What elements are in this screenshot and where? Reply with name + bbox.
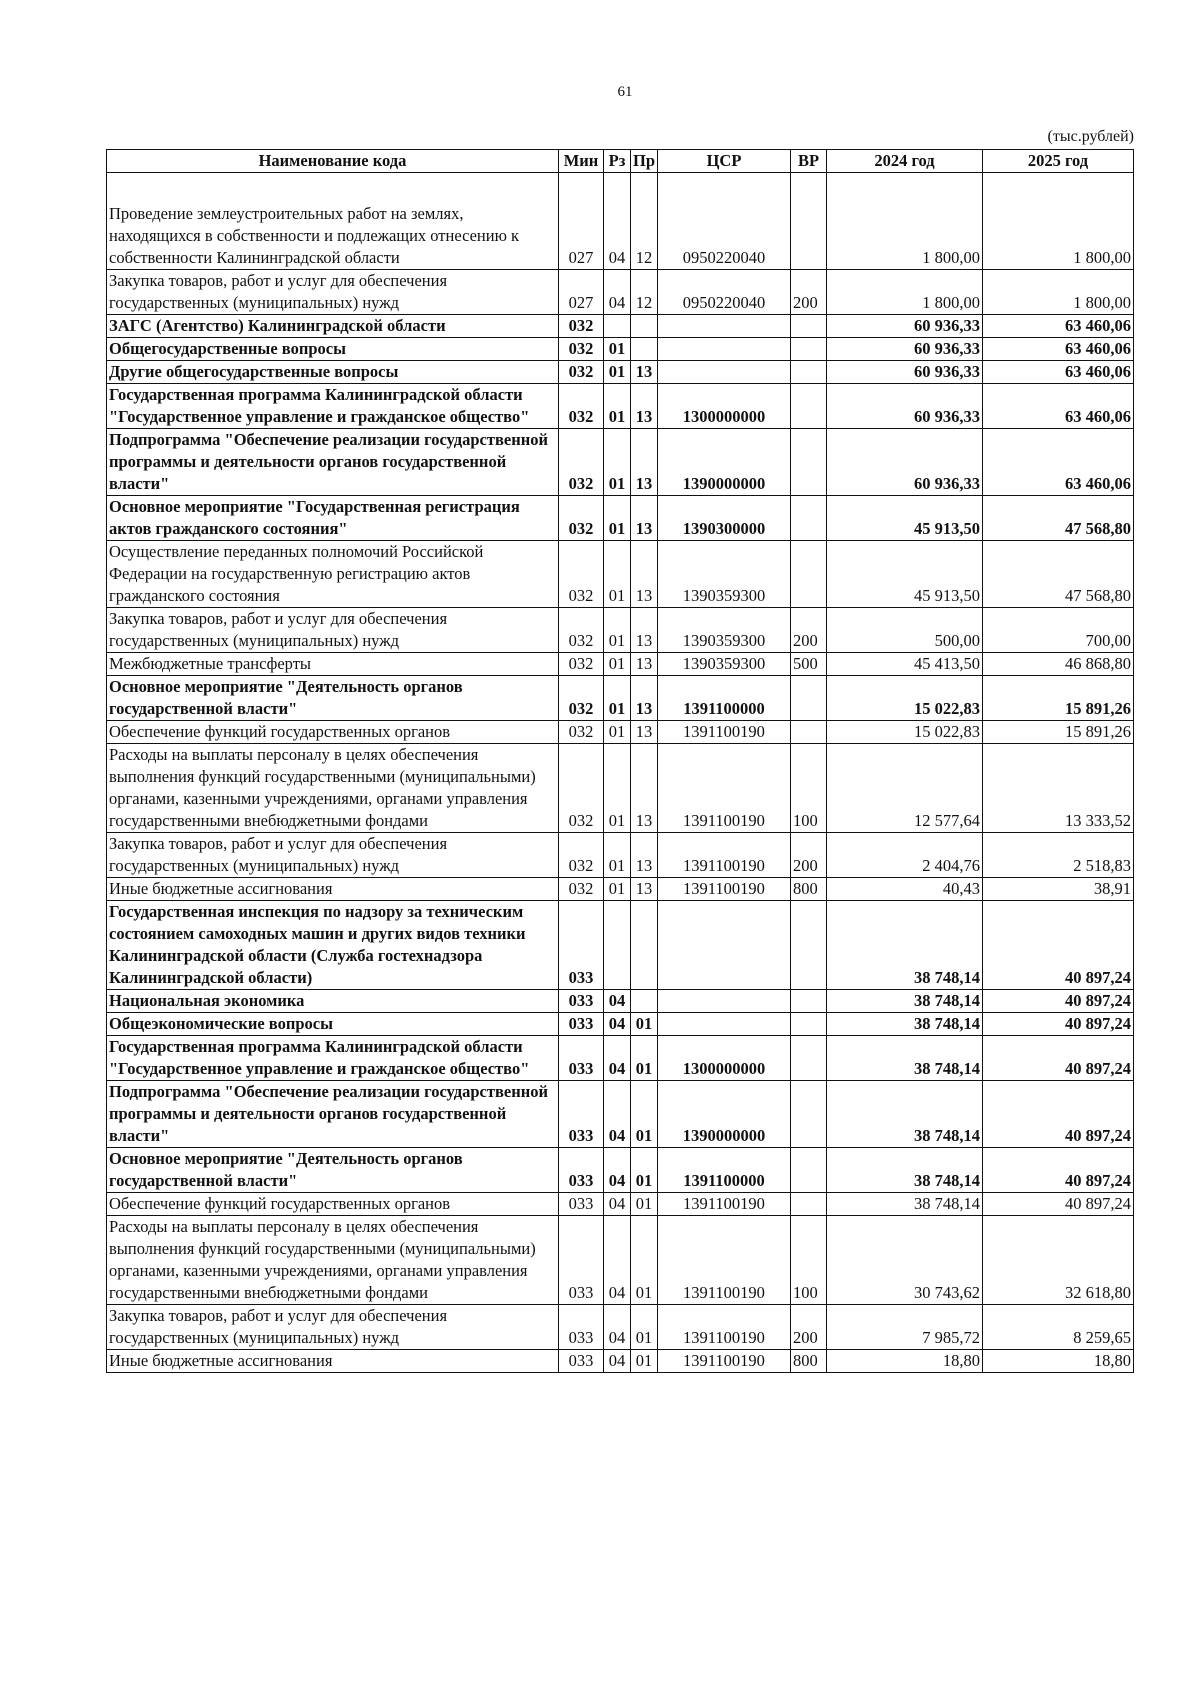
row-amount-2024: 60 936,33: [827, 338, 983, 361]
row-csr: [658, 361, 791, 384]
row-rz: 04: [604, 1036, 631, 1081]
row-pr: [631, 315, 658, 338]
row-name: Закупка товаров, работ и услуг для обеспечения государственных (муниципальных) нужд: [107, 608, 559, 653]
row-amount-2024: 60 936,33: [827, 361, 983, 384]
row-pr: 12: [631, 173, 658, 270]
row-csr: 1390000000: [658, 1081, 791, 1148]
row-min: 032: [559, 676, 604, 721]
row-amount-2024: 30 743,62: [827, 1216, 983, 1305]
row-amount-2024: 38 748,14: [827, 1036, 983, 1081]
table-row: [107, 1081, 1134, 1148]
table-row: [107, 496, 1134, 541]
row-amount-2025: 1 800,00: [983, 270, 1134, 315]
row-amount-2024: 1 800,00: [827, 270, 983, 315]
row-min: 032: [559, 429, 604, 496]
row-amount-2024: 45 913,50: [827, 496, 983, 541]
row-amount-2025: 13 333,52: [983, 744, 1134, 833]
row-amount-2025: 63 460,06: [983, 315, 1134, 338]
header-2024: 2024 год: [827, 150, 983, 173]
row-pr: 01: [631, 1036, 658, 1081]
row-name: Основное мероприятие "Деятельность органов государственной власти": [107, 1148, 559, 1193]
row-amount-2024: 15 022,83: [827, 721, 983, 744]
row-rz: [604, 901, 631, 990]
row-pr: 01: [631, 1216, 658, 1305]
table-row: [107, 361, 1134, 384]
row-pr: 13: [631, 608, 658, 653]
table-row: [107, 878, 1134, 901]
row-name: Расходы на выплаты персоналу в целях обеспечения выполнения функций государственными (муниципальными) органами, казенными учреждениями, органами управления государственными внебюджетными фондами: [107, 744, 559, 833]
table-row: [107, 315, 1134, 338]
row-min: 032: [559, 541, 604, 608]
table-row: [107, 833, 1134, 878]
row-rz: 01: [604, 744, 631, 833]
row-pr: 01: [631, 1148, 658, 1193]
row-amount-2025: 700,00: [983, 608, 1134, 653]
row-vr: 100: [791, 744, 827, 833]
row-min: 033: [559, 990, 604, 1013]
row-rz: [604, 315, 631, 338]
row-min: 032: [559, 384, 604, 429]
row-name: Проведение землеустроительных работ на землях, находящихся в собственности и подлежащих отнесению к собственности Калининградской области: [107, 173, 559, 270]
row-vr: [791, 361, 827, 384]
row-name: Национальная экономика: [107, 990, 559, 1013]
row-amount-2025: 63 460,06: [983, 338, 1134, 361]
row-amount-2025: 40 897,24: [983, 1148, 1134, 1193]
row-rz: 01: [604, 833, 631, 878]
row-name: Основное мероприятие "Деятельность органов государственной власти": [107, 676, 559, 721]
row-vr: [791, 1081, 827, 1148]
row-vr: [791, 721, 827, 744]
row-name: Расходы на выплаты персоналу в целях обеспечения выполнения функций государственными (муниципальными) органами, казенными учреждениями, органами управления государственными внебюджетными фондами: [107, 1216, 559, 1305]
row-pr: 13: [631, 541, 658, 608]
row-min: 032: [559, 744, 604, 833]
row-rz: 01: [604, 676, 631, 721]
row-min: 027: [559, 270, 604, 315]
row-min: 032: [559, 608, 604, 653]
row-amount-2025: 40 897,24: [983, 1081, 1134, 1148]
row-name: Закупка товаров, работ и услуг для обеспечения государственных (муниципальных) нужд: [107, 1305, 559, 1350]
row-csr: [658, 338, 791, 361]
row-csr: [658, 901, 791, 990]
table-row: [107, 1036, 1134, 1081]
row-vr: 200: [791, 1305, 827, 1350]
row-rz: 01: [604, 338, 631, 361]
row-pr: 13: [631, 721, 658, 744]
table-row: [107, 608, 1134, 653]
row-csr: 1391100190: [658, 1305, 791, 1350]
row-csr: 1390000000: [658, 429, 791, 496]
row-amount-2025: 15 891,26: [983, 721, 1134, 744]
row-pr: 12: [631, 270, 658, 315]
row-name: Общегосударственные вопросы: [107, 338, 559, 361]
row-amount-2024: 60 936,33: [827, 384, 983, 429]
row-csr: 1391100190: [658, 878, 791, 901]
row-pr: 13: [631, 744, 658, 833]
row-min: 033: [559, 1216, 604, 1305]
row-vr: [791, 338, 827, 361]
row-amount-2024: 38 748,14: [827, 1148, 983, 1193]
row-csr: 1390300000: [658, 496, 791, 541]
row-min: 032: [559, 361, 604, 384]
row-amount-2025: 47 568,80: [983, 541, 1134, 608]
header-vr: ВР: [791, 150, 827, 173]
row-csr: 1391100000: [658, 676, 791, 721]
row-csr: 1391100190: [658, 1193, 791, 1216]
table-row: [107, 1216, 1134, 1305]
row-vr: 500: [791, 653, 827, 676]
row-vr: 100: [791, 1216, 827, 1305]
row-pr: 01: [631, 1305, 658, 1350]
row-csr: 1391100000: [658, 1148, 791, 1193]
row-vr: [791, 1193, 827, 1216]
row-amount-2025: 32 618,80: [983, 1216, 1134, 1305]
row-csr: 1390359300: [658, 608, 791, 653]
row-name: Подпрограмма "Обеспечение реализации государственной программы и деятельности органов государственной власти": [107, 429, 559, 496]
row-pr: 01: [631, 1350, 658, 1373]
row-name: Закупка товаров, работ и услуг для обеспечения государственных (муниципальных) нужд: [107, 270, 559, 315]
table-row: [107, 721, 1134, 744]
row-pr: [631, 338, 658, 361]
row-amount-2025: 40 897,24: [983, 990, 1134, 1013]
row-min: 033: [559, 1305, 604, 1350]
row-amount-2025: 18,80: [983, 1350, 1134, 1373]
row-vr: [791, 384, 827, 429]
row-amount-2024: 38 748,14: [827, 1081, 983, 1148]
table-row: [107, 338, 1134, 361]
units-label: (тыс.рублей): [1047, 128, 1134, 145]
row-pr: 13: [631, 361, 658, 384]
row-rz: 04: [604, 173, 631, 270]
row-csr: 0950220040: [658, 173, 791, 270]
row-min: 032: [559, 338, 604, 361]
row-pr: 01: [631, 1081, 658, 1148]
row-rz: 01: [604, 496, 631, 541]
row-amount-2025: 46 868,80: [983, 653, 1134, 676]
row-vr: [791, 901, 827, 990]
row-amount-2024: 38 748,14: [827, 901, 983, 990]
row-amount-2025: 63 460,06: [983, 429, 1134, 496]
row-amount-2025: 40 897,24: [983, 1193, 1134, 1216]
row-pr: [631, 990, 658, 1013]
row-pr: 13: [631, 676, 658, 721]
row-pr: 13: [631, 429, 658, 496]
row-name: Государственная программа Калининградской области "Государственное управление и гражданское общество": [107, 384, 559, 429]
row-name: Осуществление переданных полномочий Российской Федерации на государственную регистрацию актов гражданского состояния: [107, 541, 559, 608]
row-amount-2024: 18,80: [827, 1350, 983, 1373]
header-2025: 2025 год: [983, 150, 1134, 173]
row-amount-2025: 15 891,26: [983, 676, 1134, 721]
row-amount-2025: 2 518,83: [983, 833, 1134, 878]
row-vr: [791, 541, 827, 608]
row-name: Подпрограмма "Обеспечение реализации государственной программы и деятельности органов государственной власти": [107, 1081, 559, 1148]
row-amount-2024: 45 913,50: [827, 541, 983, 608]
row-amount-2024: 15 022,83: [827, 676, 983, 721]
row-amount-2025: 40 897,24: [983, 1036, 1134, 1081]
row-rz: 04: [604, 1148, 631, 1193]
row-vr: [791, 676, 827, 721]
row-pr: 01: [631, 1013, 658, 1036]
row-csr: [658, 315, 791, 338]
table-row: [107, 1305, 1134, 1350]
row-amount-2024: 38 748,14: [827, 1013, 983, 1036]
row-name: Межбюджетные трансферты: [107, 653, 559, 676]
table-row: [107, 744, 1134, 833]
row-pr: 13: [631, 384, 658, 429]
table-row: [107, 676, 1134, 721]
row-vr: [791, 315, 827, 338]
row-pr: [631, 901, 658, 990]
header-csr: ЦСР: [658, 150, 791, 173]
row-vr: [791, 173, 827, 270]
row-amount-2025: 63 460,06: [983, 384, 1134, 429]
row-amount-2024: 12 577,64: [827, 744, 983, 833]
row-rz: 01: [604, 878, 631, 901]
table-row: [107, 384, 1134, 429]
row-name: Общеэкономические вопросы: [107, 1013, 559, 1036]
row-rz: 04: [604, 1081, 631, 1148]
row-vr: 800: [791, 1350, 827, 1373]
row-min: 033: [559, 1081, 604, 1148]
row-amount-2025: 38,91: [983, 878, 1134, 901]
row-vr: 800: [791, 878, 827, 901]
table-row: [107, 901, 1134, 990]
row-min: 032: [559, 878, 604, 901]
row-min: 033: [559, 901, 604, 990]
row-csr: 0950220040: [658, 270, 791, 315]
row-vr: 200: [791, 833, 827, 878]
row-amount-2025: 8 259,65: [983, 1305, 1134, 1350]
table-row: [107, 1350, 1134, 1373]
row-amount-2024: 40,43: [827, 878, 983, 901]
row-csr: 1391100190: [658, 744, 791, 833]
row-name: ЗАГС (Агентство) Калининградской области: [107, 315, 559, 338]
row-csr: 1390359300: [658, 541, 791, 608]
header-rz: Рз: [604, 150, 631, 173]
row-name: Закупка товаров, работ и услуг для обеспечения государственных (муниципальных) нужд: [107, 833, 559, 878]
table-row: [107, 653, 1134, 676]
row-csr: [658, 1013, 791, 1036]
row-amount-2024: 500,00: [827, 608, 983, 653]
row-min: 033: [559, 1350, 604, 1373]
row-vr: 200: [791, 608, 827, 653]
table-row: [107, 429, 1134, 496]
row-csr: [658, 990, 791, 1013]
header-name: Наименование кода: [107, 150, 559, 173]
row-amount-2024: 38 748,14: [827, 1193, 983, 1216]
table-row: [107, 1013, 1134, 1036]
table-row: [107, 1148, 1134, 1193]
row-pr: 13: [631, 496, 658, 541]
row-min: 033: [559, 1036, 604, 1081]
row-rz: 01: [604, 721, 631, 744]
row-amount-2024: 38 748,14: [827, 990, 983, 1013]
row-name: Иные бюджетные ассигнования: [107, 1350, 559, 1373]
row-min: 033: [559, 1193, 604, 1216]
header-min: Мин: [559, 150, 604, 173]
row-name: Государственная инспекция по надзору за техническим состоянием самоходных машин и других видов техники Калининградской области (Служба гостехнадзора Калининградской области): [107, 901, 559, 990]
row-name: Обеспечение функций государственных органов: [107, 721, 559, 744]
row-pr: 13: [631, 653, 658, 676]
row-pr: 01: [631, 1193, 658, 1216]
table-header-row: [107, 150, 1134, 173]
row-vr: [791, 990, 827, 1013]
row-name: Иные бюджетные ассигнования: [107, 878, 559, 901]
row-rz: 04: [604, 990, 631, 1013]
row-rz: 04: [604, 1193, 631, 1216]
row-vr: [791, 429, 827, 496]
row-amount-2024: 60 936,33: [827, 429, 983, 496]
row-csr: 1390359300: [658, 653, 791, 676]
row-csr: 1391100190: [658, 1350, 791, 1373]
row-amount-2024: 2 404,76: [827, 833, 983, 878]
table-row: [107, 270, 1134, 315]
row-min: 032: [559, 833, 604, 878]
row-amount-2025: 47 568,80: [983, 496, 1134, 541]
row-min: 032: [559, 496, 604, 541]
row-csr: 1391100190: [658, 833, 791, 878]
row-min: 033: [559, 1148, 604, 1193]
row-rz: 01: [604, 541, 631, 608]
row-csr: 1391100190: [658, 721, 791, 744]
row-vr: [791, 1036, 827, 1081]
row-amount-2025: 63 460,06: [983, 361, 1134, 384]
row-name: Другие общегосударственные вопросы: [107, 361, 559, 384]
row-rz: 01: [604, 384, 631, 429]
header-pr: Пр: [631, 150, 658, 173]
row-vr: [791, 1013, 827, 1036]
row-csr: 1300000000: [658, 1036, 791, 1081]
row-min: 032: [559, 653, 604, 676]
row-rz: 01: [604, 608, 631, 653]
row-rz: 04: [604, 1013, 631, 1036]
row-amount-2025: 1 800,00: [983, 173, 1134, 270]
row-amount-2025: 40 897,24: [983, 901, 1134, 990]
row-amount-2024: 7 985,72: [827, 1305, 983, 1350]
row-name: Обеспечение функций государственных органов: [107, 1193, 559, 1216]
row-rz: 04: [604, 1305, 631, 1350]
row-csr: 1300000000: [658, 384, 791, 429]
row-rz: 01: [604, 429, 631, 496]
row-pr: 13: [631, 878, 658, 901]
table-row: [107, 1193, 1134, 1216]
row-min: 032: [559, 315, 604, 338]
row-rz: 04: [604, 1350, 631, 1373]
page-number: 61: [617, 84, 633, 100]
table-row: [107, 173, 1134, 270]
row-rz: 04: [604, 270, 631, 315]
row-min: 027: [559, 173, 604, 270]
row-vr: 200: [791, 270, 827, 315]
row-name: Государственная программа Калининградской области "Государственное управление и гражданское общество": [107, 1036, 559, 1081]
row-pr: 13: [631, 833, 658, 878]
row-min: 032: [559, 721, 604, 744]
row-rz: 01: [604, 361, 631, 384]
row-vr: [791, 496, 827, 541]
row-amount-2024: 60 936,33: [827, 315, 983, 338]
table-row: [107, 990, 1134, 1013]
row-name: Основное мероприятие "Государственная регистрация актов гражданского состояния": [107, 496, 559, 541]
row-amount-2024: 45 413,50: [827, 653, 983, 676]
row-csr: 1391100190: [658, 1216, 791, 1305]
budget-table: [106, 149, 1134, 1373]
table-row: [107, 541, 1134, 608]
row-vr: [791, 1148, 827, 1193]
row-min: 033: [559, 1013, 604, 1036]
row-rz: 04: [604, 1216, 631, 1305]
row-amount-2024: 1 800,00: [827, 173, 983, 270]
row-amount-2025: 40 897,24: [983, 1013, 1134, 1036]
row-rz: 01: [604, 653, 631, 676]
